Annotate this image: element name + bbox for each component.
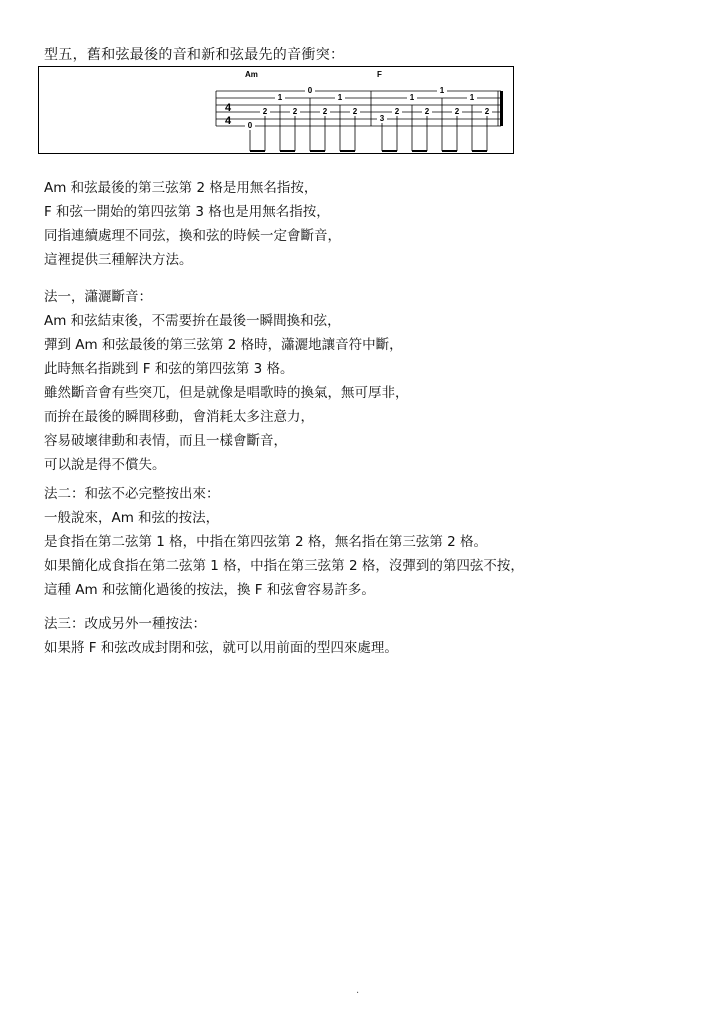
- svg-text:0: 0: [247, 121, 253, 130]
- svg-text:1: 1: [439, 86, 445, 95]
- fret-numbers-am: [245, 86, 360, 130]
- text-line: 這種 Am 和弦簡化過後的按法，換 F 和弦會容易許多。: [44, 582, 375, 598]
- text-line: Am 和弦最後的第三弦第 2 格是用無名指按，: [44, 180, 318, 196]
- rhythm-stems-am: [247, 98, 355, 151]
- paragraph-method-2: [44, 482, 524, 602]
- text-line: 一般說來，Am 和弦的按法，: [44, 510, 220, 526]
- section-heading: 法二：和弦不必完整按出來：: [44, 486, 220, 502]
- svg-text:1: 1: [277, 93, 283, 102]
- rhythm-stems-f: [379, 98, 487, 151]
- section-heading: 法一，瀟灑斷音：: [44, 289, 152, 305]
- svg-text:0: 0: [307, 86, 313, 95]
- text-line: 同指連續處理不同弦，換和弦的時候一定會斷音，: [44, 228, 341, 244]
- text-line: 雖然斷音會有些突兀，但是就像是唱歌時的換氣，無可厚非，: [44, 385, 409, 401]
- page-title: 型五，舊和弦最後的音和新和弦最先的音衝突：: [44, 47, 345, 63]
- paragraph-method-1: [44, 285, 409, 477]
- svg-text:2: 2: [484, 107, 490, 116]
- svg-text:3: 3: [379, 114, 385, 123]
- text-line: F 和弦一開始的第四弦第 3 格也是用無名指按，: [44, 204, 330, 220]
- svg-text:2: 2: [424, 107, 430, 116]
- chord-name-f: F: [377, 70, 382, 79]
- text-line: 而拚在最後的瞬間移動，會消耗太多注意力，: [44, 409, 314, 425]
- text-line: 容易破壞律動和表情，而且一樣會斷音，: [44, 433, 287, 449]
- svg-text:2: 2: [454, 107, 460, 116]
- text-line: Am 和弦結束後，不需要拚在最後一瞬間換和弦，: [44, 313, 341, 329]
- tab-notation: [38, 66, 514, 154]
- text-line: 此時無名指跳到 F 和弦的第四弦第 3 格。: [44, 361, 294, 377]
- text-line: 如果簡化成食指在第二弦第 1 格，中指在第三弦第 2 格，沒彈到的第四弦不按，: [44, 558, 524, 574]
- paragraph-intro: [44, 176, 341, 272]
- svg-text:2: 2: [262, 107, 268, 116]
- tab-staff: [39, 67, 513, 153]
- text-line: 是食指在第二弦第 1 格，中指在第四弦第 2 格，無名指在第三弦第 2 格。: [44, 534, 488, 550]
- text-line: 這裡提供三種解決方法。: [44, 252, 193, 268]
- svg-text:2: 2: [394, 107, 400, 116]
- svg-text:1: 1: [337, 93, 343, 102]
- svg-text:2: 2: [292, 107, 298, 116]
- svg-text:1: 1: [409, 93, 415, 102]
- svg-text:1: 1: [469, 93, 475, 102]
- text-line: 可以說是得不償失。: [44, 457, 166, 473]
- section-heading: 法三：改成另外一種按法：: [44, 616, 206, 632]
- footer-mark: .: [356, 985, 360, 996]
- text-line: 如果將 F 和弦改成封閉和弦，就可以用前面的型四來處理。: [44, 640, 398, 656]
- time-signature-top: 4: [224, 102, 232, 114]
- text-line: 彈到 Am 和弦最後的第三弦第 2 格時，瀟灑地讓音符中斷，: [44, 337, 403, 353]
- svg-text:2: 2: [352, 107, 358, 116]
- chord-name-am: Am: [245, 70, 258, 79]
- paragraph-method-3: [44, 612, 398, 660]
- fret-numbers-f: [377, 86, 492, 123]
- time-signature-bottom: 4: [224, 115, 232, 127]
- svg-text:2: 2: [322, 107, 328, 116]
